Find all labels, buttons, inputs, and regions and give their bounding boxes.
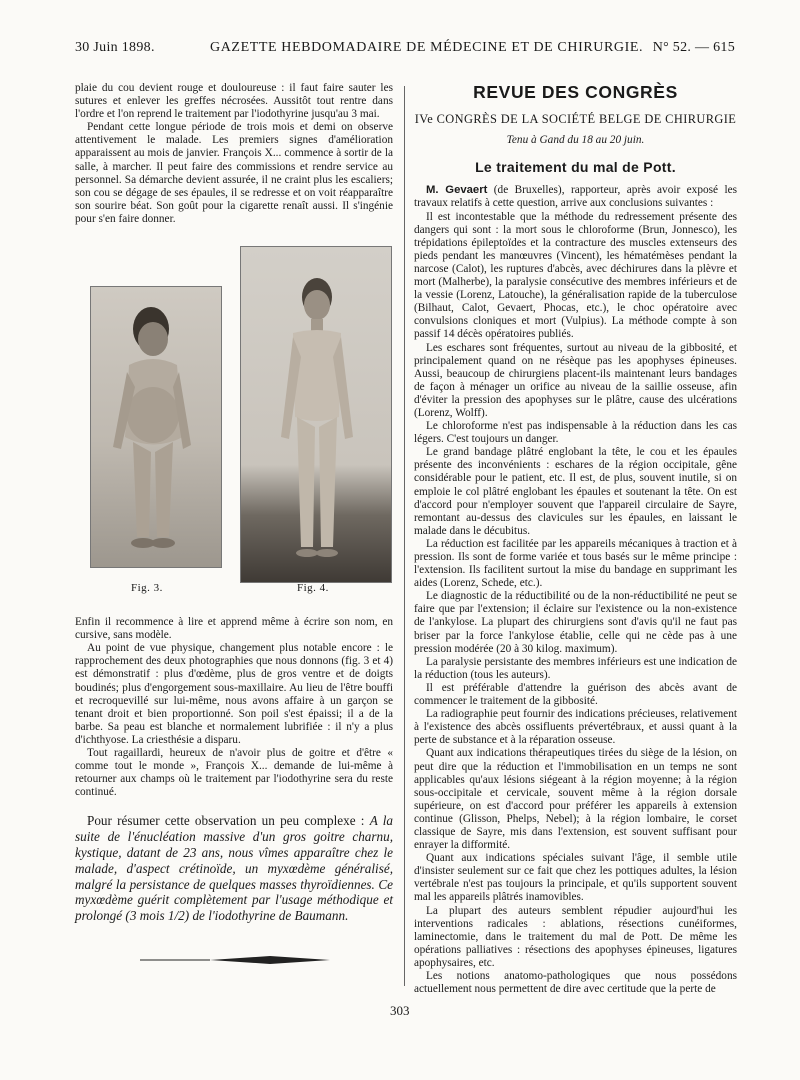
paragraph: La radiographie peut fournir des indications précieuses, relativement à l'existence des abcès ossifluents prévertébraux, et aussi quant à la perte de substance et à la réparation osseuse.: [414, 708, 737, 747]
summary-paragraph: [75, 813, 393, 924]
paragraph: Le diagnostic de la réductibilité ou de la non-réductibilité ne peut se faire que par l'extension; il éclaire sur l'existence ou la non-existence de l'ankylose. La plupart des chirurgiens sont d'avis qu'il ne faut pas briser par la force l'ankylose établie, celle qui ne cède pas à une pression modérée (20 à 30 kilog. maximum).: [414, 590, 737, 655]
paragraph: La plupart des auteurs semblent répudier aujourd'hui les interventions radicales : ablations, résections cunéiformes, laminectomie, dans le traitement du mal de Pott. De même les opérations palliatives : résections des apophyses épineuses, ligatures apophysaires, etc.: [414, 904, 737, 969]
speaker-intro: (de Bruxelles), rapporteur, après avoir exposé les travaux relatifs à cette question, arrive aux conclusions suivantes :: [414, 184, 738, 210]
speaker-name: M. Gevaert: [426, 184, 488, 197]
journal-title: GAZETTE HEBDOMADAIRE DE MÉDECINE ET DE CHIRURGIE.: [210, 40, 644, 55]
summary-italic: A la suite de l'énucléation massive d'un gros goitre charnu, kystique, datant de 23 ans, nous vîmes apparaître chez le malade, d'aspect crétinoïde, un myxœdème généralisé, malgré la persistance de quelques masses thyroïdiennes. Ce myxœdème guérit complètement par l'usage méthodique et prolongé (3 mois 1/2) de l'iodothyrine de Baumann.: [75, 813, 393, 924]
speaker-paragraph: [414, 184, 737, 210]
issue-number: N° 52. — 615: [652, 40, 735, 55]
column-divider: [404, 86, 405, 986]
article-title: Le traitement du mal de Pott.: [475, 159, 676, 176]
paragraph: Le chloroforme n'est pas indispensable à la réduction dans les cas légers. C'est toujours un danger.: [414, 420, 737, 446]
congress-title: IVe CONGRÈS DE LA SOCIÉTÉ BELGE DE CHIRURGIE: [414, 112, 737, 127]
figure-4-caption: Fig. 4.: [297, 582, 329, 595]
paragraph: Quant aux indications spéciales suivant l'âge, il semble utile d'insister seulement sur ce fait que chez les pottiques adultes, la lésion vertébrale n'est pas toujours la principale, et qu'ils supportent souvent mal les appareils plâtrés inamovibles.: [414, 852, 737, 904]
paragraph: Il est incontestable que la méthode du redressement présente des dangers qui sont : la mort sous le chloroforme (Brun, Jonnesco), les trépidations épileptoïdes et la contracture des muscles extenseurs des pieds pendant les manœuvres (Vincent), les hématémèses pendant la narcose (Calot), les ruptures d'abcès, avec déchirures dans la plèvre et mort (Malherbe), la paralysie consécutive des membres inférieurs et de la vessie (Lorenz, Latouche), la généralisation rapide de la tuberculose (Bilhaut, Calot, Gevaert, Phocas, etc.), le choc opératoire avec convulsions cloniques et mort (Vulpius). La méthode compte à son passif 14 décès opératoires publiés.: [414, 210, 737, 341]
paragraph: Au point de vue physique, changement plus notable encore : le rapprochement des deux photographies que nous donnons (fig. 3 et 4) est démonstratif : plus d'œdème, plus de gros ventre et de doigts boudinés; plus d'engorgement sous-maxillaire. Au lieu de l'être bouffi et recroquevillé sur lui-même, nous avons affaire à un garçon se tenant droit et bien proportionné. Son poil s'est épaissi; il a de la barbe. Sa peau est blanche et normalement lubrifiée : il n'y a plus d'ichthyose. La criesthésie a disparu.: [75, 642, 393, 746]
section-heading: REVUE DES CONGRÈS: [473, 82, 678, 102]
figure-3-caption: Fig. 3.: [131, 582, 163, 595]
paragraph: plaie du cou devient rouge et douloureuse : il faut faire sauter les sutures et enlever les greffes nécrosées. Aussitôt tout rentre dans l'ordre et l'on reprend le traitement par l'iodothyrine jusqu'au 3 mai.: [75, 82, 393, 121]
paragraph: La réduction est facilitée par les appareils mécaniques à traction et à pression. Ils sont de forme variée et tous basés sur le même principe : l'extension. Ils facilitent surtout la mise du bandage en supprimant les aides (Lorenz, Schede, etc.).: [414, 537, 737, 590]
running-header: [75, 40, 735, 62]
summary-lead: Pour résumer cette observation un peu complexe :: [87, 813, 370, 829]
section-ornament: [75, 946, 393, 976]
paragraph: Quant aux indications thérapeutiques tirées du siège de la lésion, on peut dire que la réduction et l'immobilisation en un temps ne sont applicables qu'aux lésions siégeant à la région moyenne; à la région sous-occipitale et cervicale, souvent même à la région dorsale supérieure, on est d'accord pour préférer les appareils à extension continue (Glisson, Phelps, Nebel); à la région lombaire, le corset classique de Sayre, mis dans l'extension, est souvent suffisant pour enrayer la difformité.: [414, 747, 737, 852]
left-column: [75, 82, 393, 976]
header-date: 30 Juin 1898.: [75, 40, 155, 55]
page-number: 303: [390, 1003, 410, 1018]
right-column: [414, 82, 737, 996]
paragraph: Les notions anatomo-pathologiques que nous possédons actuellement nous permettent de dire avec certitude que la perte de: [414, 970, 737, 996]
paragraph: Tout ragaillardi, heureux de n'avoir plus de goitre et d'être « comme tout le monde », François X... demande de lui-même à retourner aux champs où le traitement par l'iodothyrine sera du reste continué.: [75, 746, 393, 799]
figure-3-photo: [90, 286, 222, 568]
paragraph: Les eschares sont fréquentes, surtout au niveau de la gibbosité, et principalement quand on ne résèque pas les apophyses épineuses. Aussi, beaucoup de chirurgiens placent-ils maintenant leurs bandages de façon à ménager un orifice au niveau de la saillie osseuse, afin d'éviter la pression des apophyses sur le plâtre, cause des ulcérations (Lorenz, Wolff).: [414, 341, 737, 419]
paragraph: Il est préférable d'attendre la guérison des abcès avant de commencer le traitement de la gibbosité.: [414, 681, 737, 708]
paragraph: La paralysie persistante des membres inférieurs est une indication de la réduction (tous les auteurs).: [414, 655, 737, 681]
paragraph: Enfin il recommence à lire et apprend même à écrire son nom, en cursive, sans modèle.: [75, 616, 393, 642]
figure-4-photo: [240, 246, 392, 583]
paragraph: Le grand bandage plâtré englobant la tête, le cou et les épaules présente des inconvénients : eschares de la région occipitale, gêne considérable pour le patient, etc. Il est, de plus, souvent inutile, si on emploie le col plâtré englobant les épaules et soutenant la tête. On est d'accord pour n'employer souvent que l'appareil circulaire de Sayre, remontant au-dessus des clavicules sur les épaules, en laissant le malade dans le décubitus.: [414, 446, 737, 537]
paragraph: Pendant cette longue période de trois mois et demi on observe attentivement le malade. Les premiers signes d'amélioration apparaissent au mois de janvier. François X... commence à sortir de la salle, à marcher. Il peut faire des commissions et rendre service au personnel. Sa démarche devient assurée, il ne craint plus les escaliers; son cou se dégage de ses épaules, il se redresse et on voit réapparaître son sourire béat. Son goût pour la cigarette renaît aussi. Il s'ingénie pour s'en faire donner.: [75, 121, 393, 225]
congress-dates: Tenu à Gand du 18 au 20 juin.: [506, 134, 645, 147]
figures-block: [75, 246, 393, 606]
